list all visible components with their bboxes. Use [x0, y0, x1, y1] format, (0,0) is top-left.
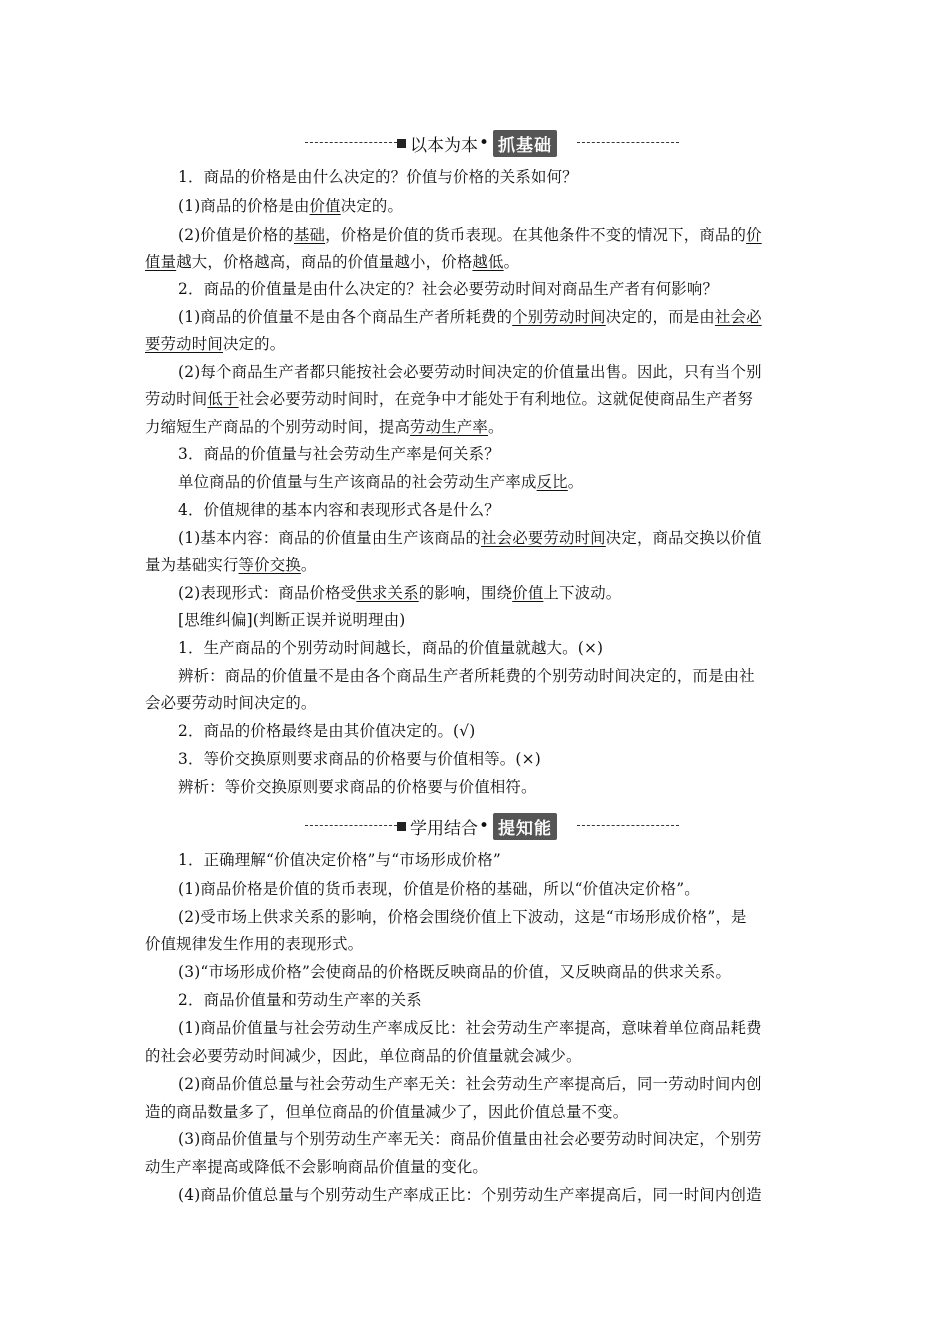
judge-header: [思维纠偏](判断正误并说明理由) [178, 611, 406, 629]
judge-item-3-explanation: 辨析：等价交换原则要求商品的价格要与价值相符。 [178, 778, 537, 796]
square-bullet-icon [397, 822, 406, 831]
q4-answer-1-line1 [178, 525, 809, 551]
q4-answer-1-line2 [145, 552, 809, 578]
q2-question: 2．商品的价值量是由什么决定的？社会必要劳动时间对商品生产者有何影响？ [178, 280, 719, 298]
banner-dash-right [577, 825, 679, 826]
p1-item-2-line2: 价值规律发生作用的表现形式。 [145, 935, 364, 953]
text-span: 上下波动。 [543, 584, 622, 602]
underlined-answer: 基础 [293, 226, 326, 244]
p2-heading: 2．商品价值量和劳动生产率的关系 [178, 991, 422, 1009]
p2-item-2-line1: (2)商品价值总量与社会劳动生产率无关：社会劳动生产率提高后，同一劳动时间内创 [178, 1075, 762, 1093]
text-span: 力缩短生产商品的个别劳动时间，提高 [145, 418, 411, 436]
text-span: 单位商品的价值量与生产该商品的社会劳动生产率成 [178, 473, 537, 491]
text-span: 。 [503, 253, 520, 271]
dot-separator-icon: • [479, 133, 490, 153]
q2-answer-2-line3 [145, 414, 809, 440]
judge-item-3: 3．等价交换原则要求商品的价格要与价值相等。(×) [178, 750, 541, 768]
q3-answer [178, 469, 809, 495]
p2-item-1-line1: (1)商品价值量与社会劳动生产率成反比：社会劳动生产率提高，意味着单位商品耗费 [178, 1019, 762, 1037]
text-span: (1)商品的价值量不是由各个商品生产者所耗费的 [178, 308, 513, 326]
text-span: 。 [300, 556, 317, 574]
banner-highlight: 提知能 [493, 813, 557, 840]
underlined-answer: 供求关系 [356, 584, 419, 602]
p2-item-4-line1: (4)商品价值总量与个别劳动生产率成正比：个别劳动生产率提高后，同一时间内创造 [178, 1186, 762, 1204]
judge-item-1: 1．生产商品的个别劳动时间越长，商品的价值量就越大。(×) [178, 639, 604, 657]
text-span: 。 [488, 418, 504, 436]
text-span: 决定，商品交换以价值 [605, 529, 762, 547]
text-span: 社会必要劳动时间时，在竞争中才能处于有利地位。这就促使商品生产者努 [238, 390, 754, 408]
banner-dash-left [305, 142, 397, 143]
underlined-answer: 个别劳动时间 [512, 308, 606, 326]
text-span: ，价格是价值的货币表现。在其他条件不变的情况下，商品的 [325, 226, 747, 244]
underlined-answer: 要劳动时间 [145, 335, 223, 353]
banner-title-text: 以本为本 [410, 135, 478, 156]
dot-separator-icon: • [479, 816, 490, 836]
text-span: 量为基础实行 [145, 556, 239, 574]
text-span: 劳动时间 [145, 390, 208, 408]
p2-item-3-line2: 动生产率提高或降低不会影响商品价值量的变化。 [145, 1158, 488, 1176]
square-bullet-icon [397, 139, 406, 148]
banner-title-text: 学用结合 [410, 818, 478, 839]
underlined-answer: 社会必要劳动时间 [481, 529, 606, 547]
judge-item-2: 2．商品的价格最终是由其价值决定的。(√) [178, 722, 476, 740]
underlined-answer: 价值 [512, 584, 544, 602]
section-banner-application [145, 811, 809, 841]
underlined-answer: 价值 [309, 197, 341, 215]
text-span: 的影响，围绕 [418, 584, 513, 602]
text-span: (1)基本内容：商品的价值量由生产该商品的 [178, 529, 482, 547]
q4-answer-2 [178, 580, 809, 606]
judge-item-1-explanation-line1: 辨析：商品的价值量不是由各个商品生产者所耗费的个别劳动时间决定的，而是由社 [178, 667, 755, 685]
text-span: 决定的，而是由 [605, 308, 715, 326]
q2-answer-2-line2 [145, 386, 809, 412]
q3-question: 3．商品的价值量与社会劳动生产率是何关系？ [178, 445, 500, 463]
p1-item-3: (3)“市场形成价格”会使商品的价格既反映商品的价值，又反映商品的供求关系。 [178, 963, 732, 981]
banner-title [397, 811, 557, 841]
q1-answer-1 [178, 193, 809, 219]
judge-item-1-explanation-line2: 会必要劳动时间决定的。 [145, 694, 317, 712]
underlined-answer: 值量 [145, 253, 177, 271]
underlined-answer: 劳动生产率 [410, 418, 489, 436]
q4-question: 4．价值规律的基本内容和表现形式各是什么？ [178, 501, 500, 519]
underlined-answer: 反比 [536, 473, 568, 491]
banner-dash-left [305, 825, 397, 826]
banner-title [397, 128, 557, 158]
text-span: 决定的。 [222, 335, 286, 353]
q1-answer-2-line2 [145, 249, 809, 275]
section-banner-basics [145, 128, 809, 158]
underlined-answer: 低于 [207, 390, 239, 408]
q1-answer-2-line1 [178, 222, 809, 248]
p2-item-3-line1: (3)商品价值量与个别劳动生产率无关：商品价值量由社会必要劳动时间决定，个别劳 [178, 1130, 762, 1148]
text-span: 越大，价格越高，商品的价值量越小，价格 [176, 253, 473, 271]
p1-item-2-line1: (2)受市场上供求关系的影响，价格会围绕价值上下波动，这是“市场形成价格”，是 [178, 908, 747, 926]
p2-item-2-line2: 造的商品数量多了，但单位商品的价值量减少了，因此价值总量不变。 [145, 1103, 629, 1121]
p2-item-1-line2: 的社会必要劳动时间减少，因此，单位商品的价值量就会减少。 [145, 1047, 582, 1065]
underlined-answer: 社会必 [714, 308, 762, 326]
banner-highlight: 抓基础 [493, 130, 557, 157]
q2-answer-1-line1 [178, 304, 809, 330]
text-span: 决定的。 [340, 197, 404, 215]
text-span: (1)商品的价格是由 [178, 197, 310, 215]
underlined-answer: 越低 [472, 253, 504, 271]
text-span: 。 [567, 473, 584, 491]
text-span: (2)表现形式：商品价格受 [178, 584, 357, 602]
q2-answer-2-line1: (2)每个商品生产者都只能按社会必要劳动时间决定的价值量出售。因此，只有当个别 [178, 363, 762, 381]
banner-dash-right [577, 142, 679, 143]
q2-answer-1-line2 [145, 331, 809, 357]
underlined-answer: 价 [746, 226, 762, 244]
p1-item-1: (1)商品价格是价值的货币表现，价值是价格的基础，所以“价值决定价格”。 [178, 880, 700, 898]
q1-question: 1．商品的价格是由什么决定的？价值与价格的关系如何？ [178, 168, 578, 186]
p1-heading: 1．正确理解“价值决定价格”与“市场形成价格” [178, 851, 501, 869]
underlined-answer: 等价交换 [238, 556, 301, 574]
text-span: (2)价值是价格的 [178, 226, 294, 244]
